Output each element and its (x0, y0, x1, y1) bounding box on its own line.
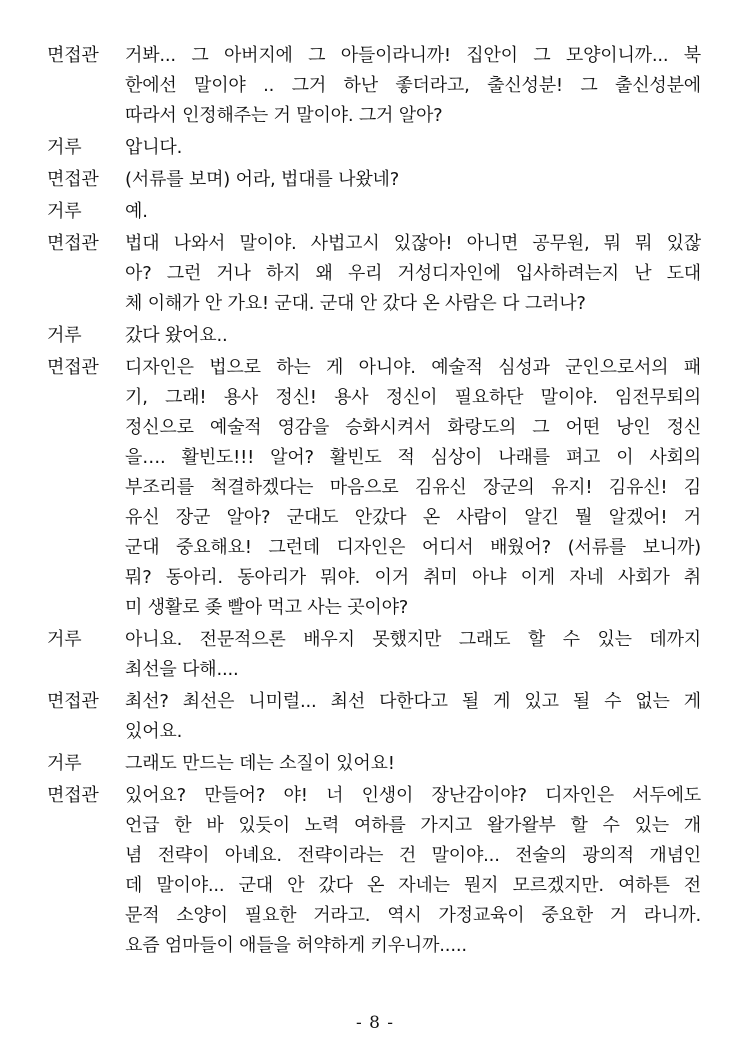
dialogue-text: 을…. 활빈도!!! 알어? 활빈도 적 심상이 나래를 펴고 이 사회의 (125, 447, 701, 468)
dialogue-line (47, 687, 707, 717)
speaker-label: 거루 (47, 753, 82, 774)
dialogue-continuation (47, 533, 707, 563)
speaker-label: 면접관 (47, 785, 99, 806)
dialogue-continuation (47, 841, 707, 871)
dialogue-line (47, 353, 707, 383)
dialogue-text: 최선을 다해.... (125, 659, 239, 680)
dialogue-line (47, 781, 707, 811)
speaker-label: 거루 (47, 325, 82, 346)
dialogue-text: 법대 나와서 말이야. 사법고시 있잖아! 아니면 공무원, 뭐 뭐 있잖 (125, 233, 701, 254)
dialogue-continuation (47, 413, 707, 443)
dialogue-text: 한에선 말이야 .. 그거 하난 좋더라고, 출신성분! 그 출신성분에 (125, 75, 701, 96)
dialogue-text: 념 전략이 아녜요. 전략이라는 건 말이야... 전술의 광의적 개념인 (125, 845, 701, 866)
dialogue-continuation (47, 383, 707, 413)
dialogue-line (47, 41, 707, 71)
dialogue-continuation (47, 931, 707, 961)
dialogue-text: 최선? 최선은 니미럴... 최선 다한다고 될 게 있고 될 수 없는 게 (125, 691, 701, 712)
dialogue-continuation (47, 717, 707, 747)
dialogue-line (47, 133, 707, 163)
dialogue-text: 디자인은 법으로 하는 게 아니야. 예술적 심성과 군인으로서의 패 (125, 357, 701, 378)
speaker-label: 거루 (47, 201, 82, 222)
dialogue-continuation (47, 901, 707, 931)
speaker-label: 거루 (47, 137, 82, 158)
speaker-label: 면접관 (47, 357, 99, 378)
speaker-label: 면접관 (47, 169, 99, 190)
dialogue-continuation (47, 811, 707, 841)
dialogue-text: 부조리를 척결하겠다는 마음으로 김유신 장군의 유지! 김유신! 김 (125, 477, 701, 498)
dialogue-text: 따라서 인정해주는 거 말이야. 그거 알아? (125, 105, 443, 126)
dialogue-continuation (47, 71, 707, 101)
dialogue-continuation (47, 593, 707, 623)
speaker-label: 면접관 (47, 45, 99, 66)
dialogue-text: 요즘 엄마들이 애들을 허약하게 키우니까..... (125, 935, 467, 956)
dialogue-continuation (47, 563, 707, 593)
dialogue-line (47, 165, 707, 195)
dialogue-text: 거봐... 그 아버지에 그 아들이라니까! 집안이 그 모양이니까... 북 (125, 45, 701, 66)
dialogue-continuation (47, 871, 707, 901)
dialogue-continuation (47, 289, 707, 319)
dialogue-text: 아니요. 전문적으론 배우지 못했지만 그래도 할 수 있는 데까지 (125, 629, 701, 650)
dialogue-continuation (47, 259, 707, 289)
dialogue-text: 유신 장군 알아? 군대도 안갔다 온 사람이 알긴 뭘 알겠어! 거 (125, 507, 701, 528)
dialogue-text: 그래도 만드는 데는 소질이 있어요! (125, 753, 395, 774)
speaker-label: 면접관 (47, 691, 99, 712)
dialogue-text: 문적 소양이 필요한 거라고. 역시 가정교육이 중요한 거 라니까. (125, 905, 701, 926)
dialogue-continuation (47, 473, 707, 503)
dialogue-text: 데 말이야... 군대 안 갔다 온 자네는 뭔지 모르겠지만. 여하튼 전 (125, 875, 701, 896)
dialogue-text: 아? 그런 거나 하지 왜 우리 거성디자인에 입사하려는지 난 도대 (125, 263, 701, 284)
dialogue-text: 뭐? 동아리. 동아리가 뭐야. 이거 취미 아냐 이게 자네 사회가 취 (125, 567, 701, 588)
dialogue-text: 있어요? 만들어? 야! 너 인생이 장난감이야? 디자인은 서두에도 (125, 785, 701, 806)
dialogue-text: 정신으로 예술적 영감을 승화시켜서 화랑도의 그 어떤 낭인 정신 (125, 417, 701, 438)
page-number: - 8 - (355, 1013, 395, 1033)
dialogue-text: 군대 중요해요! 그런데 디자인은 어디서 배웠어? (서류를 보니까) (125, 537, 701, 558)
dialogue-line (47, 625, 707, 655)
dialogue-text: 압니다. (125, 137, 183, 158)
dialogue-text: 기, 그래! 용사 정신! 용사 정신이 필요하단 말이야. 임전무퇴의 (125, 387, 701, 408)
dialogue-text: 언급 한 바 있듯이 노력 여하를 가지고 왈가왈부 할 수 있는 개 (125, 815, 701, 836)
dialogue-line (47, 197, 707, 227)
dialogue-continuation (47, 443, 707, 473)
speaker-label: 면접관 (47, 233, 99, 254)
dialogue-line (47, 229, 707, 259)
dialogue-continuation (47, 503, 707, 533)
dialogue-line (47, 749, 707, 779)
dialogue-line (47, 321, 707, 351)
speaker-label: 거루 (47, 629, 82, 650)
dialogue-text: 예. (125, 201, 148, 222)
dialogue-text: 있어요. (125, 721, 183, 742)
dialogue-text: (서류를 보며) 어라, 법대를 나왔네? (125, 169, 400, 190)
dialogue-text: 갔다 왔어요.. (125, 325, 228, 346)
dialogue-continuation (47, 655, 707, 685)
screenplay-page (47, 41, 707, 961)
dialogue-continuation (47, 101, 707, 131)
dialogue-text: 체 이해가 안 가요! 군대. 군대 안 갔다 온 사람은 다 그러나? (125, 293, 586, 314)
dialogue-text: 미 생활로 좆 빨아 먹고 사는 곳이야? (125, 597, 409, 618)
